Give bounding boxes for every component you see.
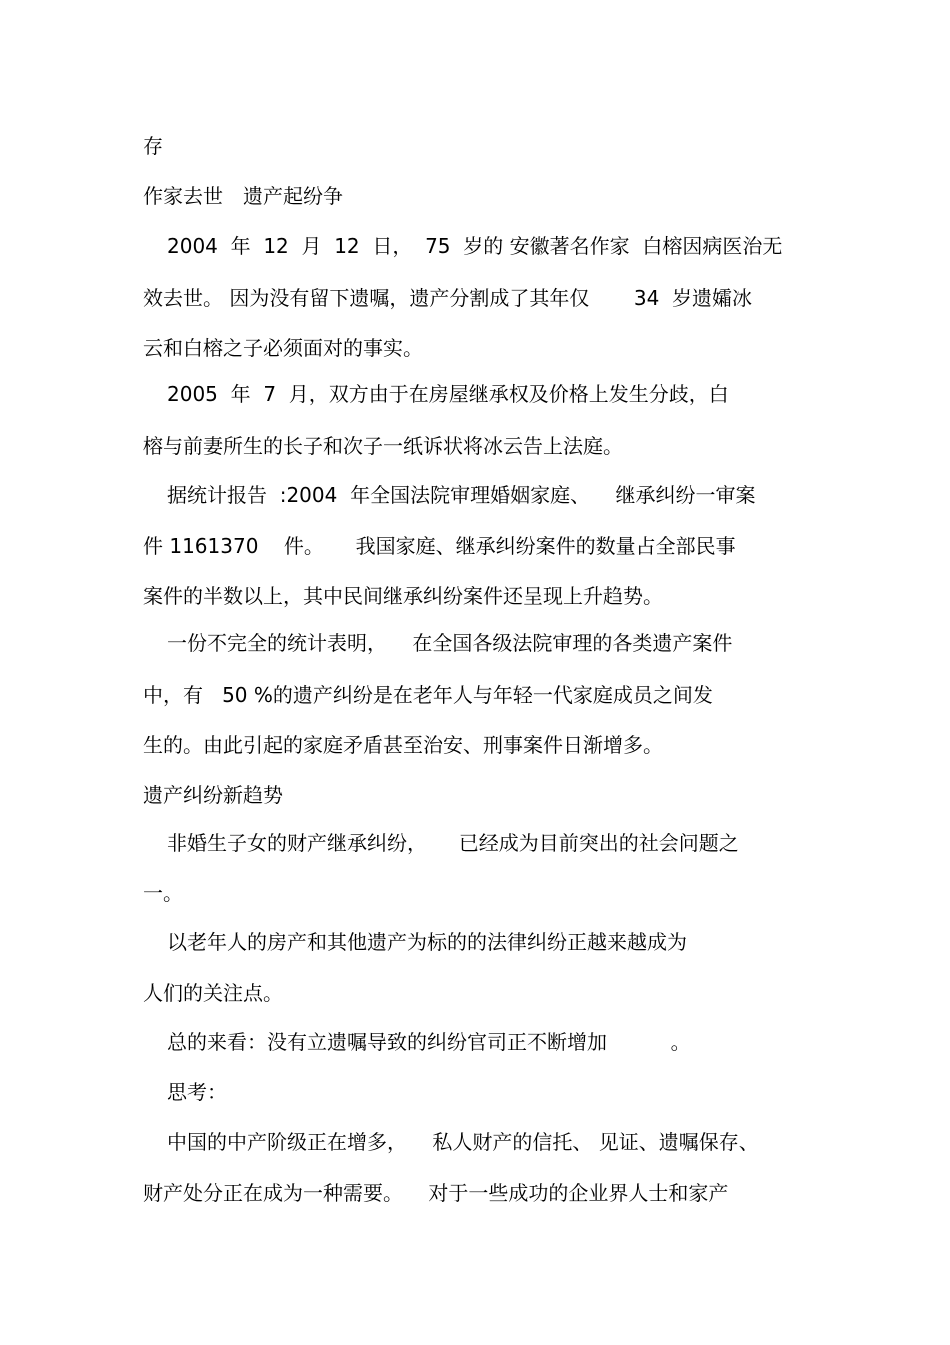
text-line: 云和白榕之子必须面对的事实。 (143, 336, 423, 360)
text-line: 存 (143, 134, 163, 158)
text-line: 2004 年 12 月 12 日， 75 岁的 安徽著名作家 白榕因病医治无 (167, 234, 783, 258)
text-line: 中，有 50 %的遗产纠纷是在老年人与年轻一代家庭成员之间发 (143, 683, 713, 707)
text-line: 一。 (143, 881, 183, 905)
text-line: 案件的半数以上，其中民间继承纠纷案件还呈现上升趋势。 (143, 584, 663, 608)
text-line: 效去世。 因为没有留下遗嘱，遗产分割成了其年仅 34 岁遗孀冰 (143, 286, 753, 310)
text-line: 中国的中产阶级正在增多， 私人财产的信托、 见证、遗嘱保存、 (167, 1130, 759, 1154)
text-line: 人们的关注点。 (143, 981, 283, 1005)
text-line: 一份不完全的统计表明， 在全国各级法院审理的各类遗产案件 (167, 631, 733, 655)
text-line: 以老年人的房产和其他遗产为标的的法律纠纷正越来越成为 (167, 930, 687, 954)
text-line: 财产处分正在成为一种需要。 对于一些成功的企业界人士和家产 (143, 1181, 729, 1205)
text-line: 生的。由此引起的家庭矛盾甚至治安、刑事案件日渐增多。 (143, 733, 663, 757)
text-line: 2005 年 7 月，双方由于在房屋继承权及价格上发生分歧，白 (167, 382, 729, 406)
text-line: 非婚生子女的财产继承纠纷， 已经成为目前突出的社会问题之 (167, 831, 739, 855)
text-line: 榕与前妻所生的长子和次子一纸诉状将冰云告上法庭。 (143, 434, 623, 458)
text-line: 思考： (167, 1080, 227, 1104)
text-line: 据统计报告 :2004 年全国法院审理婚姻家庭、 继承纠纷一审案 (167, 483, 756, 507)
text-line: 总的来看：没有立遗嘱导致的纠纷官司正不断增加 。 (167, 1030, 691, 1054)
text-line: 件 1161370 件。 我国家庭、继承纠纷案件的数量占全部民事 (143, 534, 736, 558)
section-heading: 遗产纠纷新趋势 (143, 783, 283, 807)
section-heading: 作家去世 遗产起纷争 (143, 184, 343, 208)
